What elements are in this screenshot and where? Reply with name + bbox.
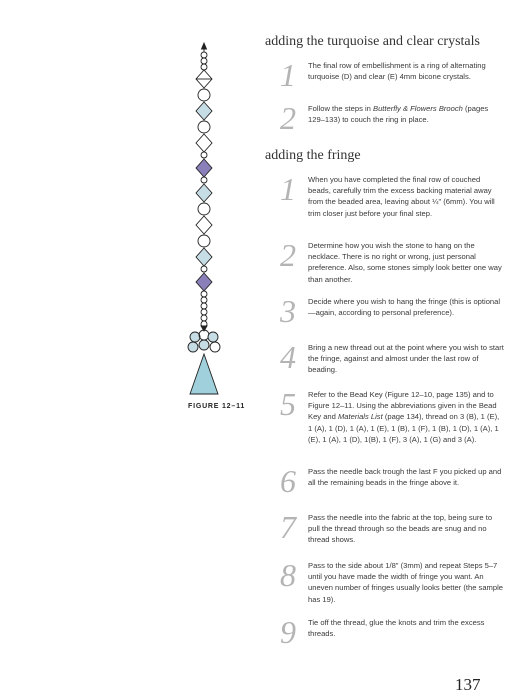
bicone-purple (196, 159, 212, 177)
step-text: Tie off the thread, glue the knots and trim the excess threads. (308, 618, 485, 639)
seed-bead (201, 266, 207, 272)
seed-bead (201, 315, 207, 321)
step-number: 1 (280, 171, 296, 207)
bicone-clear (196, 134, 212, 152)
seed-bead (201, 58, 207, 64)
bicone-purple (196, 273, 212, 291)
seed-bead (201, 177, 207, 183)
seed-bead (201, 152, 207, 158)
bicone-turquoise (196, 184, 212, 202)
seed-bead (201, 297, 207, 303)
step-number: 4 (280, 339, 296, 375)
step-text: When you have completed the final row of couched beads, carefully trim the excess backing material away from the beaded area, leaving about ¼" (6mm). You will trim closer just before your final step. (308, 175, 495, 218)
step-text: Follow the steps in Butterfly & Flowers Brooch (pages 129–133) to couch the ring in place. (308, 104, 489, 125)
round-bead (198, 121, 210, 133)
step-text: Pass the needle back trough the last F you picked up and all the remaining beads in the fringe above it. (308, 467, 502, 488)
step-number: 9 (280, 614, 296, 650)
page-number: 137 (455, 675, 481, 694)
seed-bead (201, 291, 207, 297)
figure-label: FIGURE 12–11 (188, 403, 246, 410)
step-text: Decide where you wish to hang the fringe (this is optional—again, according to personal preference). (308, 297, 501, 318)
section-heading-crystals: adding the turquoise and clear crystals (265, 34, 480, 49)
step-text: Pass to the side about 1/8" (3mm) and repeat Steps 5–7 until you have made the width of fringe you want. An uneven number of fringes usually looks better (the sample has 19). (308, 561, 504, 604)
seed-bead (201, 52, 207, 58)
loop-bead (210, 342, 220, 352)
round-bead (198, 203, 210, 215)
round-bead (198, 89, 210, 101)
step-text: Determine how you wish the stone to hang on the necklace. There is no right or wrong, just personal preference. Also, some stones simply look better one way than another. (308, 241, 502, 284)
step-text: The final row of embellishment is a ring of alternating turquoise (D) and clear (E) 4mm bicone crystals. (308, 61, 486, 82)
drop-bead-triangle (190, 354, 218, 394)
step-number: 5 (280, 386, 296, 422)
step-text: Pass the needle into the fabric at the top, being sure to pull the thread through so the beads are snug and no thread shows. (308, 513, 493, 545)
seed-bead (201, 303, 207, 309)
step-text: Refer to the Bead Key (Figure 12–10, page 135) and to Figure 12–11. Using the abbreviations given in the Bead Key and Materials List (page 134), thread on 3 (B), 1 (E), 1 (A), 1 (D), 1 (A), 1 (E), 1 (B), 1 (F), 1 (B), 1 (D), 1 (A), 1 (E), 1 (A), 1 (D), 1(B), 1 (F), 3 (A), 1 (G) and 3 (A). (308, 390, 500, 444)
loop-bead (190, 332, 200, 342)
step-number: 2 (280, 237, 296, 273)
step-text: Bring a new thread out at the point where you wish to start the fringe, against and almost under the last row of beading. (308, 343, 504, 375)
bicone-turquoise (196, 102, 212, 120)
section-heading-fringe: adding the fringe (265, 148, 361, 163)
loop-bead (199, 340, 209, 350)
bicone-clear (196, 216, 212, 234)
round-bead (198, 235, 210, 247)
loop-bead (208, 332, 218, 342)
bead-strand-figure (180, 38, 240, 398)
step-number: 6 (280, 463, 296, 499)
step-number: 8 (280, 557, 296, 593)
seed-bead (201, 64, 207, 70)
step-number: 1 (280, 57, 296, 93)
loop-bead (188, 342, 198, 352)
step-number: 3 (280, 293, 296, 329)
step-number: 2 (280, 100, 296, 136)
step-number: 7 (280, 509, 296, 545)
bicone-turquoise (196, 248, 212, 266)
seed-bead (201, 309, 207, 315)
